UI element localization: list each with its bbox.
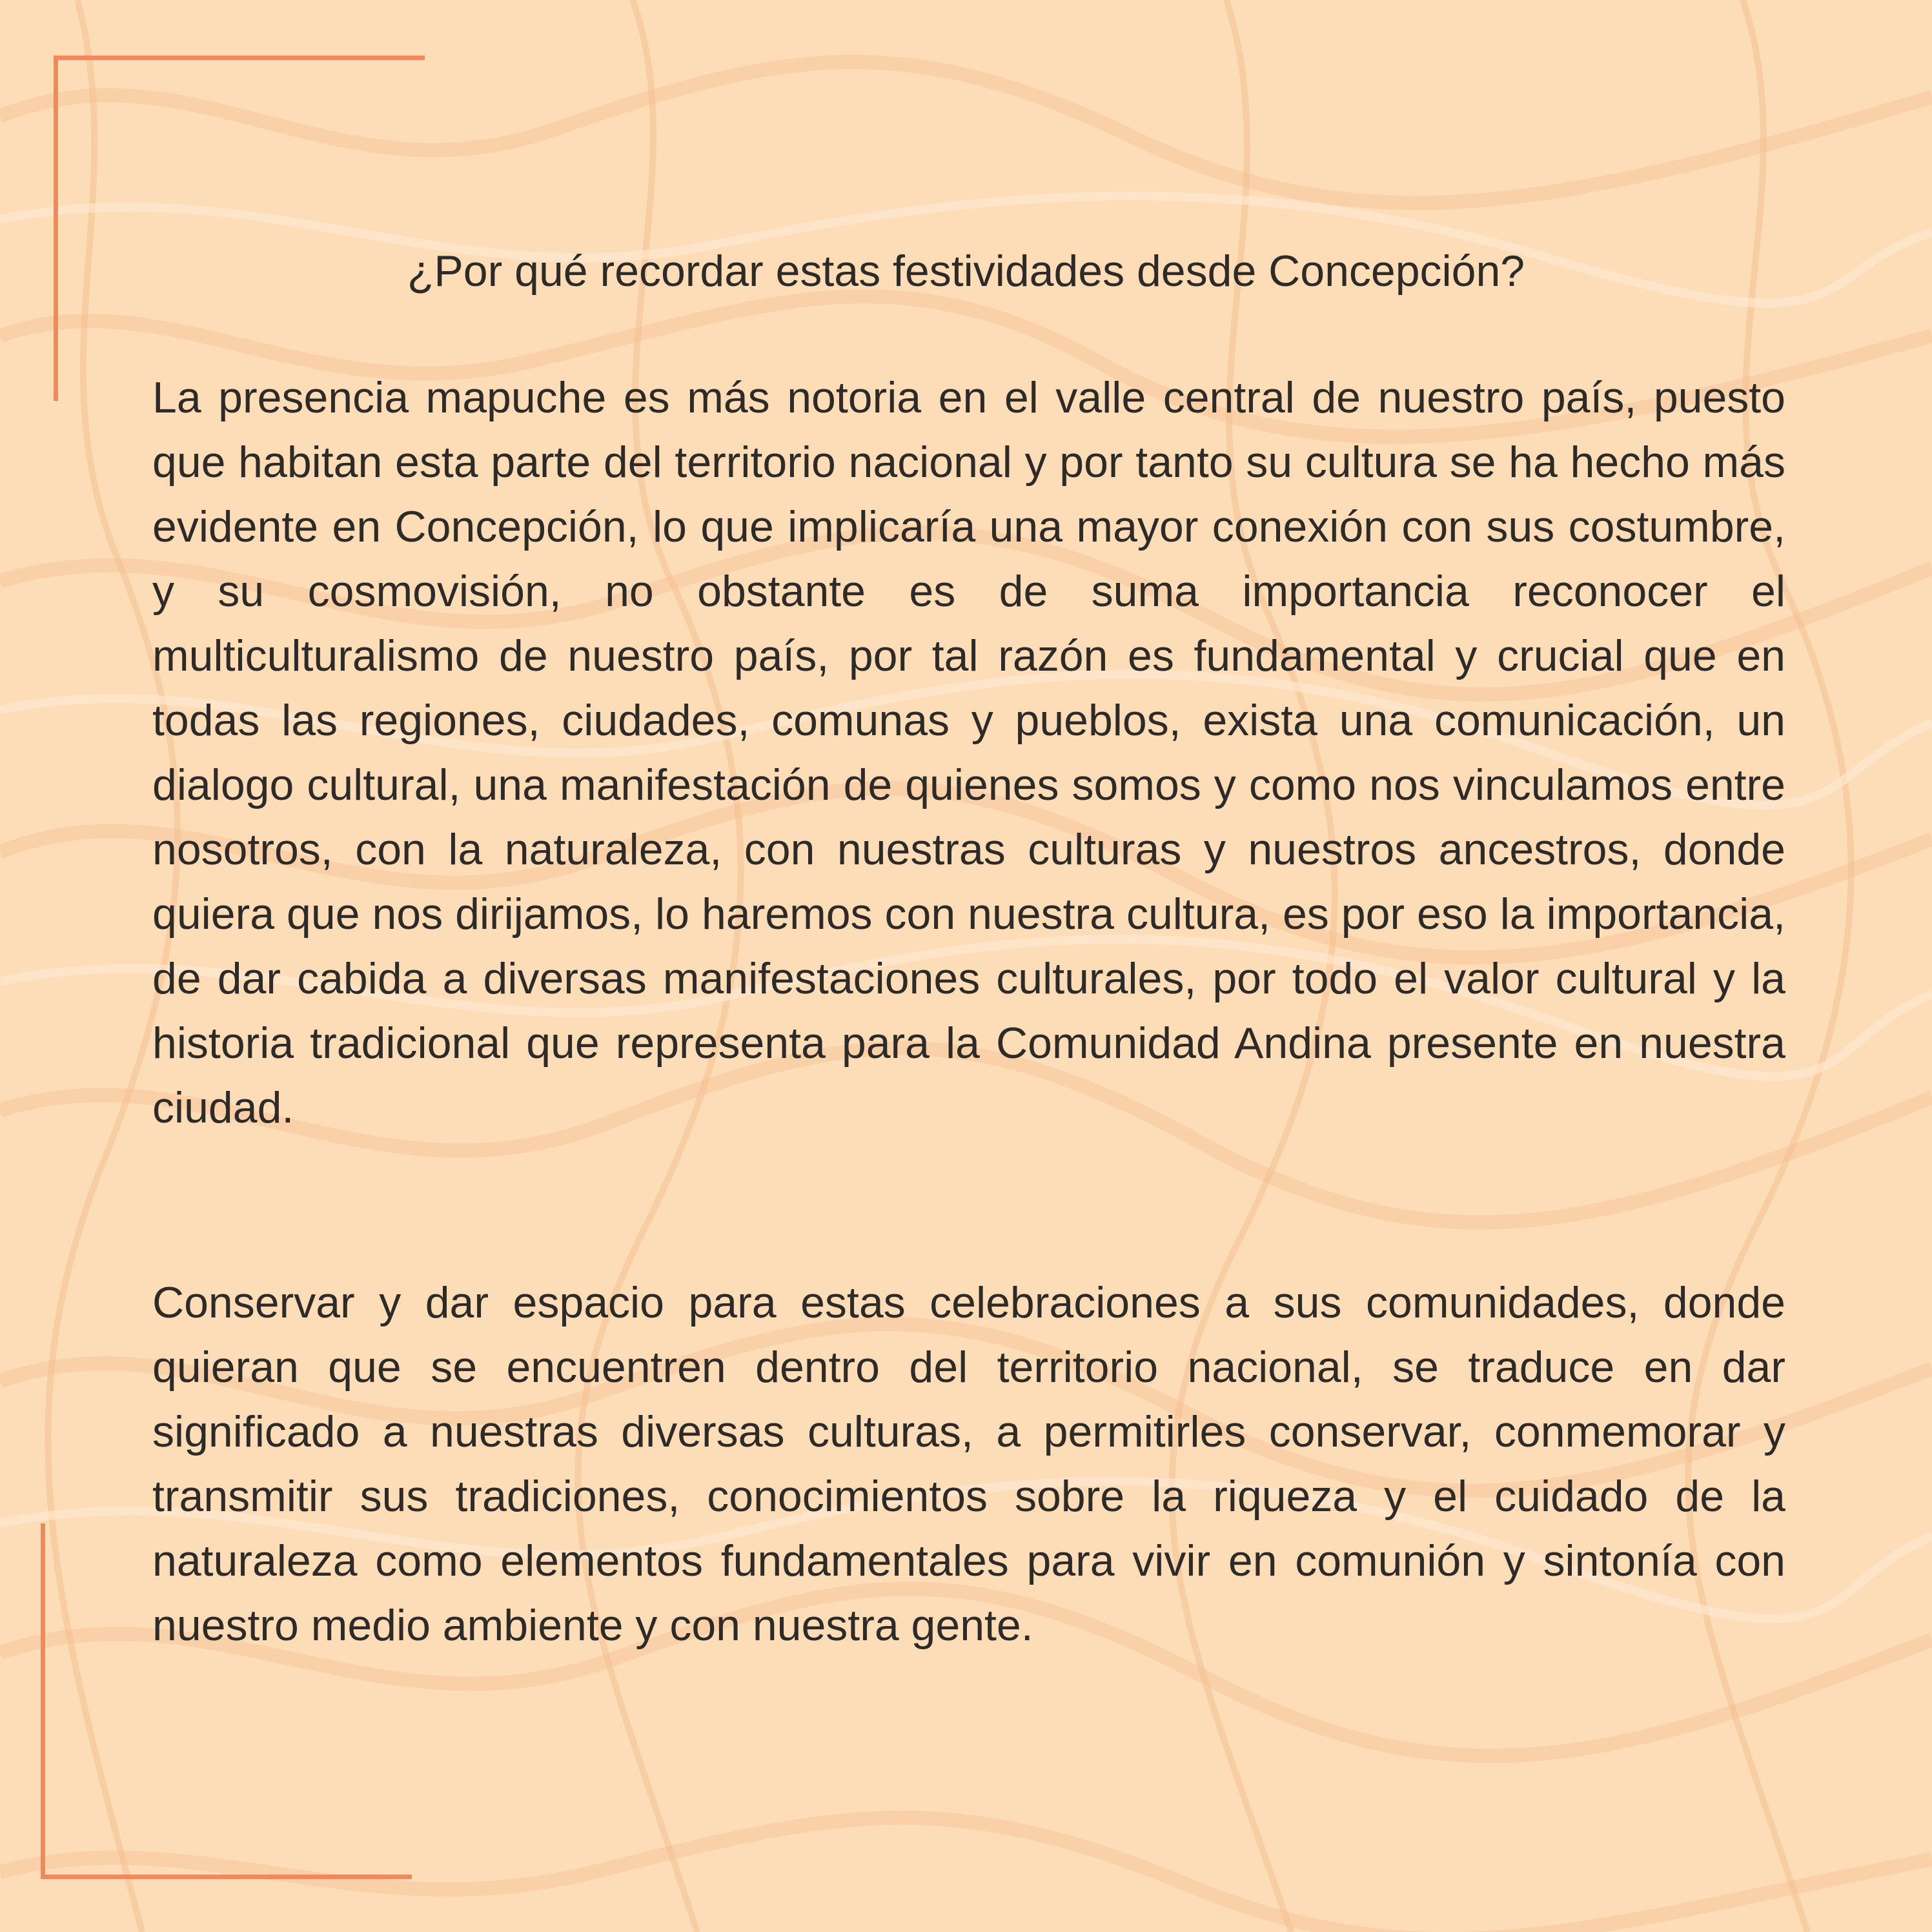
top-left-corner-horizontal-line	[54, 56, 425, 60]
body-paragraph-1: La presencia mapuche es más notoria en el valle central de nuestro país, puesto que habitan esta parte del territorio nacional y por tanto su cultura se ha hecho más evidente en Concepción, lo que implicaría una mayor conexión con sus costumbre, y su cosmovisión, no obstante es de suma importancia reconocer el multiculturalismo de nuestro país, por tal razón es fundamental y crucial que en todas las regiones, ciudades, comunas y pueblos, exista una comunicación, un dialogo cultural, una manifestación de quienes somos y como nos vinculamos entre nosotros, con la naturaleza, con nuestras culturas y nuestros ancestros, donde quiera que nos dirijamos, lo haremos con nuestra cultura, es por eso la importancia, de dar cabida a diversas manifestaciones culturales, por todo el valor cultural y la historia tradicional que representa para la Comunidad Andina presente en nuestra ciudad.	[152, 373, 1785, 1132]
bottom-left-corner-vertical-line	[41, 1523, 45, 1878]
body-paragraph-2: Conservar y dar espacio para estas celebraciones a sus comunidades, donde quieran que se encuentren dentro del territorio nacional, se traduce en dar significado a nuestras diversas culturas, a permitirles conservar, conmemorar y transmitir sus tradiciones, conocimientos sobre la riqueza y el cuidado de la naturaleza como elementos fundamentales para vivir en comunión y sintonía con nuestro medio ambiente y con nuestra gente.	[152, 1278, 1785, 1650]
top-left-corner-vertical-line	[54, 56, 58, 401]
bottom-left-corner-horizontal-line	[41, 1875, 412, 1879]
page-title: ¿Por qué recordar estas festividades desde Concepción?	[407, 247, 1525, 296]
